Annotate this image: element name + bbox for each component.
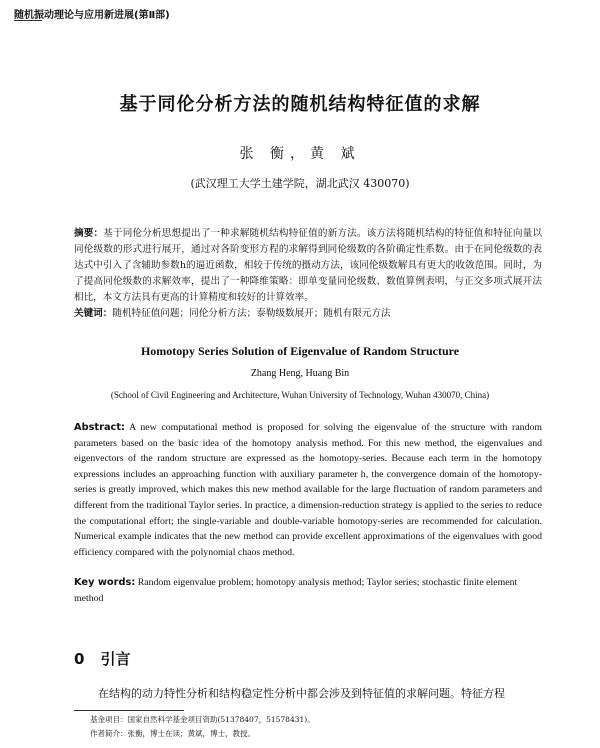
chinese-keywords-label: 关键词： xyxy=(74,308,113,319)
english-abstract-label: Abstract: xyxy=(74,422,125,433)
section-heading xyxy=(74,648,146,669)
running-head: 随机振动理论与应用新进展(第Ⅱ部) xyxy=(14,10,170,21)
chinese-abstract-text: 基于同伦分析思想提出了一种求解随机结构特征值的新方法。该方法将随机结构的特征值和特征向量以同伦级数的形式进行展开，通过对各阶变形方程的求解得到同伦级数的各阶确定性系数。由于在同伦级数的表达式中引入了含辅助参数h的逼近函数，相较于传统的摄动方法，该同伦级数解具有更大的收敛范围。同时，为了提高同伦级数的求解效率，提出了一种降维策略：即单变量同伦级数、数值算例表明，与正交多项式展开法相比，本文方法具有更高的计算精度和较好的计算效率。 xyxy=(74,228,543,303)
english-keywords-label: Key words: xyxy=(74,577,136,588)
chinese-abstract-label: 摘要： xyxy=(74,228,104,239)
english-abstract xyxy=(74,420,542,560)
english-abstract-text: A new computational method is proposed for solving the eigenvalue of the structure with random parameters based on the basic idea of the homotopy analysis method. For this new method, the eigenvalues and eigenvectors of the random structure are expressed as the homotopy-series. Because each term in the homotopy expressions includes an approaching function with auxiliary parameter h, the convergence domain of the homotopy-series is greatly improved, which makes this new method available for the large fluctuation of random parameters and different from the traditional Taylor series. In practice, a dimension-reduction strategy is applied to the series to reduce the computational effort; the single-variable and double-variable homotopy-series are recommended for calculation. Numerical example indicates that the new method can provide excellent approximations of the eigenvalues with good efficiency compared with the polynomial chaos method. xyxy=(74,422,542,558)
header-rule xyxy=(14,20,42,21)
chinese-keywords xyxy=(74,306,542,322)
footnote-author: 作者简介：张衡，博士在读；黄斌，博士，教授。 xyxy=(90,729,255,738)
section-title: 引言 xyxy=(100,650,131,668)
english-title: Homotopy Series Solution of Eigenvalue of Random Structure xyxy=(140,344,460,358)
english-authors: Zhang Heng, Huang Bin xyxy=(250,368,350,379)
english-keywords-text: Random eigenvalue problem; homotopy analysis method; Taylor series; stochastic finite element method xyxy=(74,577,518,604)
section-number: 0 xyxy=(74,650,85,668)
english-keywords xyxy=(74,575,542,606)
chinese-authors: 张 衡，黄 斌 xyxy=(239,146,361,162)
chinese-title: 基于同伦分析方法的随机结构特征值的求解 xyxy=(119,94,481,115)
english-affiliation: (School of Civil Engineering and Architecture, Wuhan University of Technology, Wuhan 430070, China) xyxy=(110,390,490,400)
chinese-abstract xyxy=(74,226,542,306)
body-paragraph: 在结构的动力特性分析和结构稳定性分析中都会涉及到特征值的求解问题。特征方程 xyxy=(98,687,505,700)
footnote-fund: 基金项目：国家自然科学基金项目资助(51378407，51578431)。 xyxy=(90,715,315,724)
chinese-affiliation: (武汉理工大学土建学院，湖北武汉 430070) xyxy=(190,177,410,190)
chinese-keywords-text: 随机特征值问题；同伦分析方法；泰勒级数展开；随机有限元方法 xyxy=(112,308,391,319)
footnote-rule xyxy=(74,710,184,711)
